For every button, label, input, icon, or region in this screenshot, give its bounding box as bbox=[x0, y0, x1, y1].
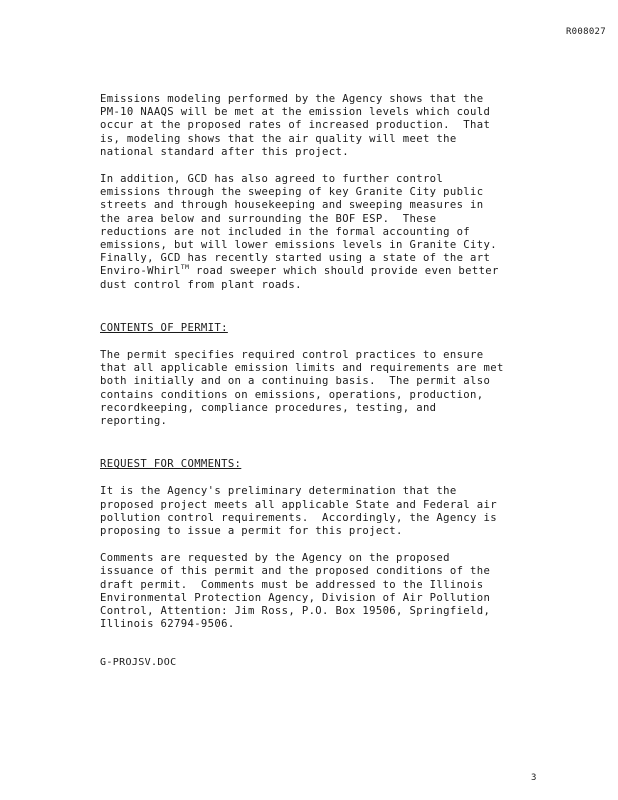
text-line: draft permit. Comments must be addressed to the Illinois bbox=[100, 578, 484, 591]
paragraph-additional-controls bbox=[100, 173, 540, 292]
text-line: issuance of this permit and the proposed conditions of the bbox=[100, 565, 491, 578]
trademark-mark: TM bbox=[180, 263, 190, 272]
text-line: both initially and on a continuing basis. The permit also bbox=[100, 375, 491, 388]
text-line: Finally, GCD has recently started using a state of the art bbox=[100, 252, 491, 265]
document-filename: G-PROJSV.DOC bbox=[100, 657, 177, 668]
text-line: emissions, but will lower emissions levels in Granite City. bbox=[100, 239, 497, 252]
text-fragment: road sweeper which should provide even better bbox=[189, 265, 499, 278]
text-line: proposing to issue a permit for this project. bbox=[100, 525, 403, 538]
page-number: 3 bbox=[531, 773, 537, 783]
text-line: is, modeling shows that the air quality will meet the bbox=[100, 132, 457, 145]
text-line: The permit specifies required control practices to ensure bbox=[100, 349, 484, 362]
text-line: In addition, GCD has also agreed to further control bbox=[100, 173, 444, 186]
text-line: pollution control requirements. Accordingly, the Agency is bbox=[100, 511, 497, 524]
text-line: recordkeeping, compliance procedures, testing, and bbox=[100, 401, 437, 414]
text-line: Control, Attention: Jim Ross, P.O. Box 19506, Springfield, bbox=[100, 605, 491, 618]
paragraph-comments bbox=[100, 552, 540, 631]
text-line: Environmental Protection Agency, Division of Air Pollution bbox=[100, 591, 491, 604]
text-line: PM-10 NAAQS will be met at the emission levels which could bbox=[100, 106, 491, 119]
text-line: Emissions modeling performed by the Agency shows that the bbox=[100, 93, 484, 105]
paragraph-determination bbox=[100, 485, 540, 538]
text-line: contains conditions on emissions, operations, production, bbox=[100, 388, 484, 401]
text-line: reporting. bbox=[100, 415, 168, 428]
text-line: occur at the proposed rates of increased production. That bbox=[100, 119, 491, 132]
paragraph-contents bbox=[100, 349, 540, 428]
text-line: national standard after this project. bbox=[100, 145, 349, 158]
text-line: the area below and surrounding the BOF ESP. These bbox=[100, 212, 437, 225]
product-name: Enviro-Whirl bbox=[100, 265, 181, 278]
text-line: dust control from plant roads. bbox=[100, 278, 302, 291]
text-line-trademark bbox=[100, 265, 540, 278]
section-heading-contents: CONTENTS OF PERMIT: bbox=[100, 321, 228, 334]
text-line: emissions through the sweeping of key Granite City public bbox=[100, 186, 484, 199]
document-body bbox=[100, 93, 540, 632]
document-id: R008027 bbox=[565, 27, 606, 37]
section-heading-request: REQUEST FOR COMMENTS: bbox=[100, 458, 242, 471]
text-line: that all applicable emission limits and requirements are met bbox=[100, 362, 504, 375]
text-line: streets and through housekeeping and sweeping measures in bbox=[100, 199, 484, 212]
paragraph-modeling bbox=[100, 93, 540, 159]
text-line: Comments are requested by the Agency on the proposed bbox=[100, 552, 450, 565]
text-line: Illinois 62794-9506. bbox=[100, 618, 235, 631]
text-line: It is the Agency's preliminary determination that the bbox=[100, 485, 457, 498]
text-line: reductions are not included in the formal accounting of bbox=[100, 225, 471, 238]
text-line: proposed project meets all applicable State and Federal air bbox=[100, 498, 497, 511]
